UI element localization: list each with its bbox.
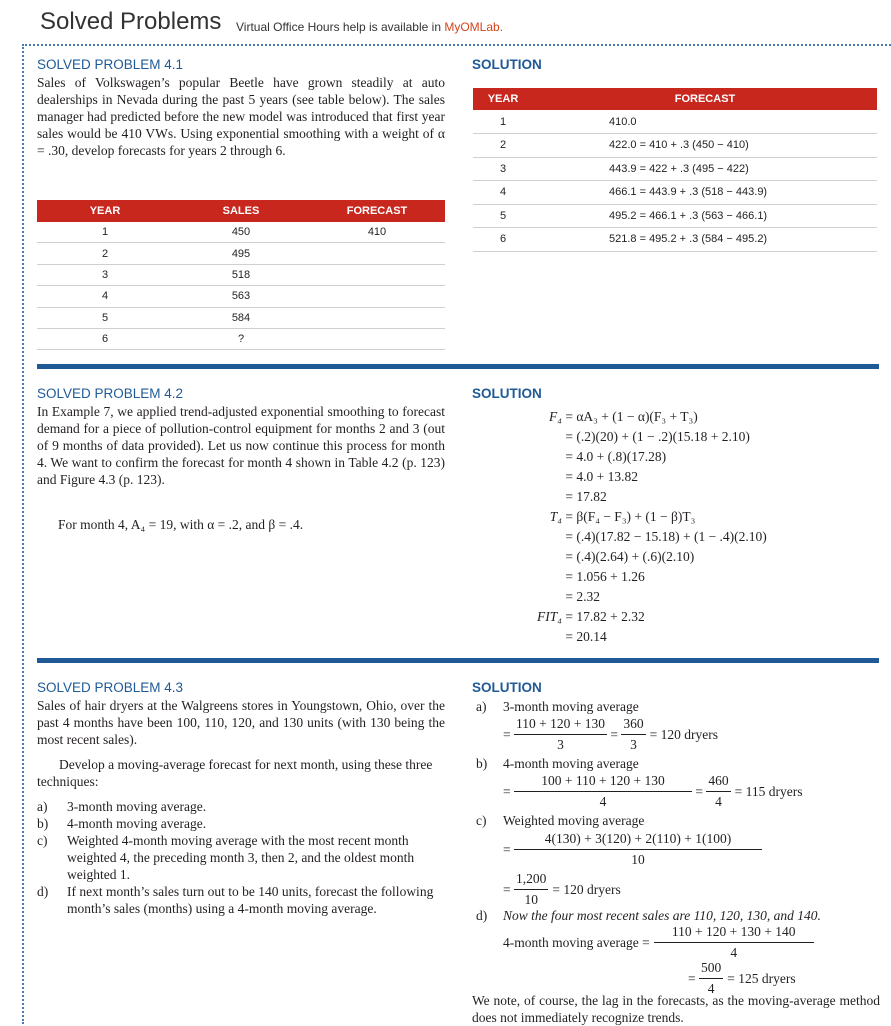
year-cell: 5 — [473, 204, 533, 228]
equation-rhs: = 1.056 + 1.26 — [565, 569, 645, 584]
list-item — [37, 832, 445, 883]
equation-line — [480, 527, 880, 547]
table-row — [473, 181, 877, 205]
numerator: 1,200 — [514, 869, 548, 890]
sales-cell: 495 — [173, 243, 309, 264]
equation-line — [480, 607, 880, 627]
equation-line — [480, 587, 880, 607]
sales-cell: ? — [173, 328, 309, 349]
fraction — [514, 869, 548, 910]
forecast-cell — [309, 264, 445, 285]
numerator: 100 + 110 + 120 + 130 — [514, 771, 692, 792]
solution-c-heading — [476, 811, 644, 831]
problem-4-3-title: SOLVED PROBLEM 4.3 — [37, 680, 184, 695]
table-row — [473, 204, 877, 228]
numerator: 110 + 120 + 130 + 140 — [654, 922, 814, 943]
numerator: 460 — [706, 771, 730, 792]
forecast-cell: 443.9 = 422 + .3 (495 − 422) — [533, 157, 877, 181]
header-note — [236, 20, 503, 34]
sales-table-header-forecast: FORECAST — [309, 200, 445, 222]
forecast-cell — [309, 328, 445, 349]
myomlab-link[interactable]: MyOMLab. — [444, 20, 504, 34]
list-item-text: 3-month moving average. — [67, 799, 207, 814]
denominator: 4 — [599, 794, 607, 809]
list-item — [37, 815, 445, 832]
result: = 115 dryers — [734, 783, 803, 799]
table-row — [37, 328, 445, 349]
equation-line — [480, 567, 880, 587]
sales-cell: 584 — [173, 307, 309, 328]
solution-b-head: 4-month moving average — [503, 756, 639, 771]
numerator: 360 — [621, 714, 645, 735]
sales-cell: 450 — [173, 222, 309, 243]
forecast-cell — [309, 307, 445, 328]
fraction — [514, 829, 762, 870]
result: = 120 dryers — [649, 726, 718, 742]
denominator: 4 — [707, 981, 715, 996]
equation-rhs: = 4.0 + (.8)(17.28) — [565, 449, 667, 464]
year-cell: 1 — [37, 222, 173, 243]
equation-rhs: = 4.0 + 13.82 — [565, 469, 638, 484]
forecast-cell — [309, 243, 445, 264]
denominator: 10 — [524, 892, 538, 907]
solution-c-head: Weighted moving average — [503, 813, 645, 828]
equals-sign: = — [503, 881, 514, 897]
equation-rhs: = 17.82 + 2.32 — [565, 609, 645, 624]
year-cell: 4 — [37, 286, 173, 307]
table-row — [473, 228, 877, 252]
solution-d-label: d) — [476, 908, 488, 923]
equals-sign: = — [503, 726, 514, 742]
solution-b-formula — [503, 771, 802, 812]
equation-rhs: = αA₃ + (1 − α)(F₃ + T₃) — [565, 409, 698, 424]
list-item-label: c) — [37, 833, 48, 848]
result: = 120 dryers — [552, 881, 621, 897]
table-row — [37, 286, 445, 307]
denominator: 10 — [631, 852, 645, 867]
sales-cell: 518 — [173, 264, 309, 285]
denominator: 4 — [715, 794, 722, 809]
solution-4-3-title: SOLUTION — [472, 680, 542, 695]
solution-b-label: b) — [476, 756, 488, 771]
problem-4-3-list — [37, 798, 445, 917]
forecast-table — [473, 88, 877, 252]
equation-line — [480, 547, 880, 567]
numerator: 4(130) + 3(120) + 2(110) + 1(100) — [514, 829, 762, 850]
list-item — [37, 798, 445, 815]
problem-4-2-text: In Example 7, we applied trend-adjusted exponential smoothing to forecast demand for a piece of pollution-control equipment for months 2 and 3 (out of 9 months of data provided). Let us now continue this process for month 4. We want to confirm the forecast for month 4 shown in Table 4.2 (p. 123) and Figure 4.3 (p. 123). — [37, 404, 445, 487]
forecast-table-header-forecast: FORECAST — [533, 88, 877, 110]
year-cell: 5 — [37, 307, 173, 328]
result: = 125 dryers — [727, 970, 796, 986]
denominator: 4 — [730, 945, 738, 960]
problem-4-1-title: SOLVED PROBLEM 4.1 — [37, 57, 184, 72]
solution-4-2-derivation — [480, 407, 880, 647]
section-divider — [37, 364, 879, 369]
forecast-table-header-year: YEAR — [473, 88, 533, 110]
equation-line — [480, 487, 880, 507]
denominator: 3 — [630, 737, 637, 752]
dotted-divider — [22, 44, 891, 46]
problem-4-3-instructions: Develop a moving-average forecast for next month, using these three techniques: — [37, 757, 433, 789]
equation-line — [480, 407, 880, 427]
equation-rhs: = (.2)(20) + (1 − .2)(15.18 + 2.10) — [565, 429, 750, 444]
equation-line — [480, 627, 880, 647]
denominator: 3 — [557, 737, 564, 752]
section-divider — [37, 658, 879, 663]
problem-4-2-title: SOLVED PROBLEM 4.2 — [37, 386, 184, 401]
forecast-cell: 422.0 = 410 + .3 (450 − 410) — [533, 134, 877, 158]
solution-c-label: c) — [476, 813, 487, 828]
page-title: Solved Problems — [40, 8, 222, 35]
sales-table-header-sales: SALES — [173, 200, 309, 222]
list-item-text: 4-month moving average. — [67, 816, 207, 831]
problem-4-3-text: Sales of hair dryers at the Walgreens stores in Youngstown, Ohio, over the past 4 months have been 100, 110, 120, and 130 units (with 130 being the most recent sales). — [37, 698, 445, 747]
dotted-divider-vertical — [22, 44, 24, 1024]
equals-sign: = — [606, 726, 622, 742]
solution-note: We note, of course, the lag in the forecasts, as the moving-average method does not immediately recognize trends. — [472, 993, 880, 1025]
list-item-label: d) — [37, 884, 49, 899]
equals-sign: = — [503, 783, 514, 799]
table-row — [37, 307, 445, 328]
equation-lhs: F₄ — [549, 409, 562, 424]
fraction — [654, 922, 814, 963]
equals-sign: = — [688, 970, 699, 986]
problem-4-1-text: Sales of Volkswagen’s popular Beetle have grown steadily at auto dealerships in Nevada during the past 5 years (see table below). The sales manager had predicted before the new model was introduced that first year sales would be 410 VWs. Using exponential smoothing with a weight of α = .30, develop forecasts for years 2 through 6. — [37, 75, 445, 158]
forecast-cell: 410 — [309, 222, 445, 243]
equation-lhs: T₄ — [549, 509, 562, 524]
year-cell: 2 — [37, 243, 173, 264]
forecast-cell — [309, 286, 445, 307]
list-item-text: Weighted 4-month moving average with the most recent month weighted 4, the preceding month 3, then 2, and the oldest month weighted 1. — [67, 833, 415, 882]
equation-rhs: = (.4)(2.64) + (.6)(2.10) — [565, 549, 695, 564]
table-row — [37, 243, 445, 264]
equation-line — [480, 427, 880, 447]
year-cell: 1 — [473, 110, 533, 134]
equation-rhs: = 2.32 — [565, 589, 600, 604]
solution-d-formula — [503, 922, 814, 963]
year-cell: 3 — [473, 157, 533, 181]
sales-cell: 563 — [173, 286, 309, 307]
forecast-cell: 495.2 = 466.1 + .3 (563 − 466.1) — [533, 204, 877, 228]
year-cell: 4 — [473, 181, 533, 205]
header-note-text: Virtual Office Hours help is available in — [236, 20, 445, 34]
equation-lhs: FIT₄ — [537, 609, 562, 624]
year-cell: 2 — [473, 134, 533, 158]
table-row — [37, 264, 445, 285]
year-cell: 6 — [473, 228, 533, 252]
solution-a-label: a) — [476, 699, 487, 714]
list-item — [37, 883, 445, 917]
solution-c-formula — [503, 829, 762, 870]
equals-sign: = — [503, 841, 514, 857]
solution-a-formula — [503, 714, 718, 755]
solution-c-result — [503, 869, 621, 910]
numerator: 110 + 120 + 130 — [514, 714, 607, 735]
equation-rhs: = 17.82 — [565, 489, 607, 504]
sales-table-header-year: YEAR — [37, 200, 173, 222]
solution-a-head: 3-month moving average — [503, 699, 639, 714]
solution-4-2-title: SOLUTION — [472, 386, 542, 401]
sales-table — [37, 200, 445, 350]
solution-4-1-title: SOLUTION — [472, 57, 542, 72]
forecast-cell: 521.8 = 495.2 + .3 (584 − 495.2) — [533, 228, 877, 252]
numerator: 500 — [699, 958, 723, 979]
table-row — [473, 110, 877, 134]
forecast-cell: 466.1 = 443.9 + .3 (518 − 443.9) — [533, 181, 877, 205]
solution-d-head: Now the four most recent sales are 110, 120, 130, and 140. — [503, 908, 821, 923]
list-item-label: b) — [37, 816, 49, 831]
year-cell: 6 — [37, 328, 173, 349]
formula-label: 4-month moving average = — [503, 934, 650, 950]
fraction — [621, 714, 645, 755]
equation-line — [480, 467, 880, 487]
problem-4-2-given: For month 4, A₄ = 19, with α = .2, and β = .4. — [58, 517, 304, 532]
table-row — [473, 134, 877, 158]
equation-rhs: = (.4)(17.82 − 15.18) + (1 − .4)(2.10) — [565, 529, 767, 544]
equation-rhs: = 20.14 — [565, 629, 607, 644]
equation-rhs: = β(F₄ − F₃) + (1 − β)T₃ — [565, 509, 696, 524]
forecast-cell: 410.0 — [533, 110, 877, 134]
fraction — [514, 771, 692, 812]
table-row — [473, 157, 877, 181]
list-item-text: If next month’s sales turn out to be 140 units, forecast the following month’s sales (months) using a 4-month moving average. — [67, 884, 434, 916]
fraction — [514, 714, 607, 755]
year-cell: 3 — [37, 264, 173, 285]
list-item-label: a) — [37, 799, 48, 814]
equals-sign: = — [692, 783, 707, 799]
equation-line — [480, 447, 880, 467]
table-row — [37, 222, 445, 243]
equation-line — [480, 507, 880, 527]
fraction — [706, 771, 730, 812]
